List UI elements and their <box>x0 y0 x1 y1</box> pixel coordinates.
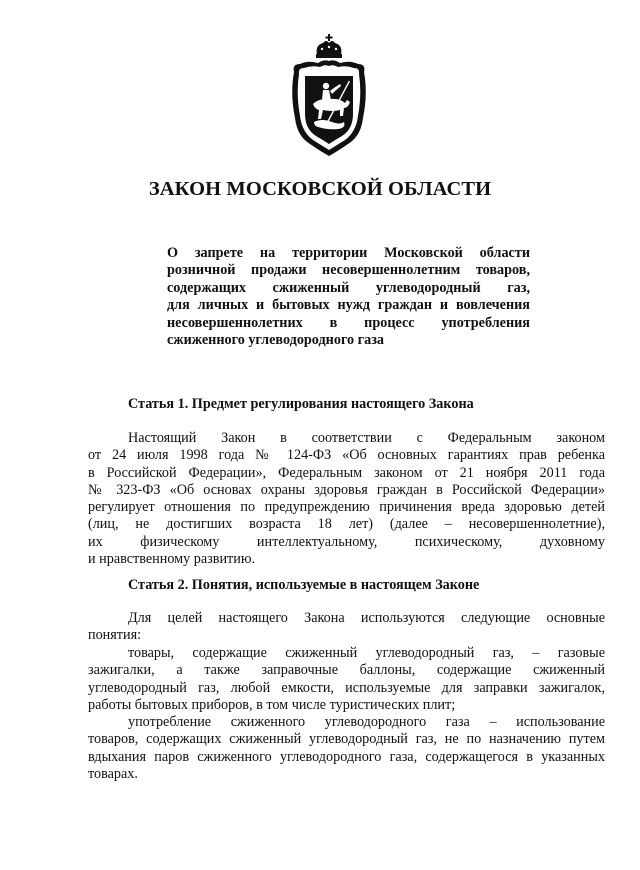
paragraph-line: углеводородный газ, любой емкости, используемые для заправки зажигалок, <box>88 679 605 696</box>
article-1-paragraph <box>88 430 605 568</box>
law-subtitle <box>167 245 530 349</box>
paragraph-line: зажигалки, а также заправочные баллоны, содержащие сжиженный <box>88 662 605 679</box>
subtitle-line: несовершеннолетних в процесс употребления <box>167 314 530 331</box>
paragraph-line: в Российской Федерации», Федеральным законом от 21 ноября 2011 года <box>88 464 605 481</box>
article-2-definition-use <box>88 714 605 783</box>
moscow-oblast-coat-of-arms-icon <box>288 34 370 160</box>
article-2-intro <box>88 610 605 645</box>
paragraph-line: товаров, содержащих сжиженный углеводородный газ, не по назначению путем <box>88 731 605 748</box>
subtitle-line: розничной продажи несовершеннолетним товаров, <box>167 262 530 279</box>
subtitle-line: для личных и бытовых нужд граждан и вовлечения <box>167 297 530 314</box>
paragraph-line: товарах. <box>88 765 138 782</box>
paragraph-line: регулирует отношения по предупреждению причинения вреда здоровью детей <box>88 499 605 516</box>
subtitle-line: О запрете на территории Московской области <box>167 245 530 261</box>
paragraph-line: понятия: <box>88 627 142 644</box>
paragraph-line: вдыхания паров сжиженного углеводородного газа, содержащегося в указанных <box>88 748 605 765</box>
paragraph-line: № 323-ФЗ «Об основах охраны здоровья граждан в Российской Федерации» <box>88 481 605 498</box>
law-title: ЗАКОН МОСКОВСКОЙ ОБЛАСТИ <box>148 178 492 200</box>
article-2-heading: Статья 2. Понятия, используемые в настоящем Законе <box>128 577 480 593</box>
paragraph-line: от 24 июля 1998 года № 124-ФЗ «Об основных гарантиях прав ребенка <box>88 447 605 464</box>
article-2-definition-goods <box>88 645 605 714</box>
paragraph-line: употребление сжиженного углеводородного газа – использование <box>128 714 605 730</box>
paragraph-line: Для целей настоящего Закона используются следующие основные <box>128 610 605 626</box>
paragraph-line: (лиц, не достигших возраста 18 лет) (далее – несовершеннолетние), <box>88 516 605 533</box>
paragraph-line: и нравственному развитию. <box>88 551 256 568</box>
article-1-heading: Статья 1. Предмет регулирования настоящего Закона <box>128 396 474 412</box>
paragraph-line: товары, содержащие сжиженный углеводородный газ, – газовые <box>128 645 605 661</box>
paragraph-line: работы бытовых приборов, в том числе туристических плит; <box>88 696 456 713</box>
subtitle-line: содержащих сжиженный углеводородный газ, <box>167 279 530 296</box>
paragraph-line: их физическому интеллектуальному, психическому, духовному <box>88 533 605 550</box>
paragraph-line: Настоящий Закон в соответствии с Федеральным законом <box>128 430 605 446</box>
subtitle-line: сжиженного углеводородного газа <box>167 332 385 349</box>
